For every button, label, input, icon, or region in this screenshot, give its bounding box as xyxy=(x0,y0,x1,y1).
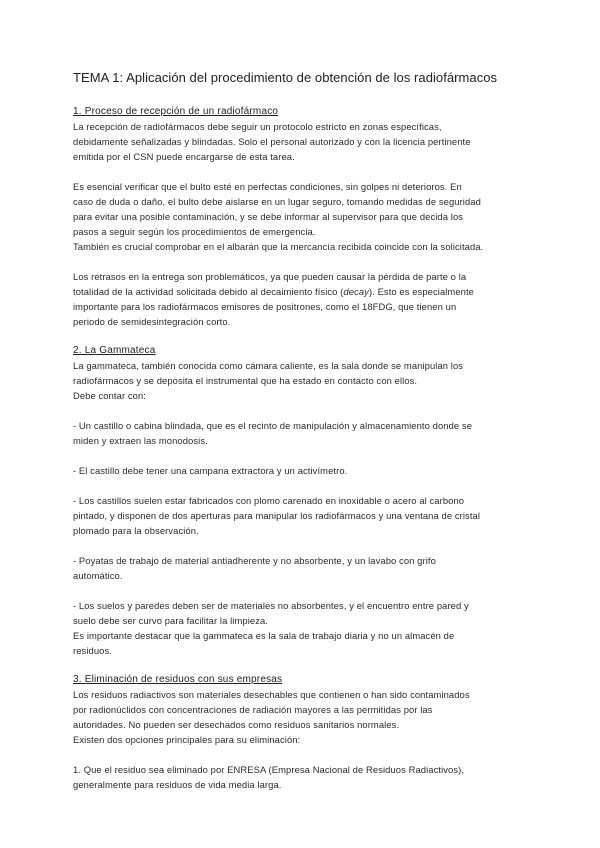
document-title: TEMA 1: Aplicación del procedimiento de obtención de los radiofármacos xyxy=(73,70,498,85)
text-line: 1. Que el residuo sea eliminado por ENRESA (Empresa Nacional de Residuos Radiactivos), xyxy=(73,764,465,775)
text-line: - El castillo debe tener una campana extractora y un activímetro. xyxy=(73,465,348,476)
text-line: La gammateca, también conocida como cámara caliente, es la sala donde se manipulan los xyxy=(73,360,464,371)
text-line: Existen dos opciones principales para su eliminación: xyxy=(73,734,301,745)
text-line: Los residuos radiactivos son materiales desechables que contienen o han sido contaminados xyxy=(73,689,470,700)
text-line: emitida por el CSN puede encargarse de esta tarea. xyxy=(73,151,295,162)
text-line: - Un castillo o cabina blindada, que es el recinto de manipulación y almacenamiento donde se xyxy=(73,420,473,431)
text-line: - Poyatas de trabajo de material antiadherente y no absorbente, y un lavabo con grifo xyxy=(73,555,436,566)
text-line: Los retrasos en la entrega son problemáticos, ya que pueden causar la pérdida de parte o la xyxy=(73,271,467,282)
text-line: miden y extraen las monodosis. xyxy=(73,435,208,446)
text-line: autoridades. No pueden ser desechados como residuos sanitarios normales. xyxy=(73,719,400,730)
text-line: debidamente señalizadas y blindadas. Solo el personal autorizado y con la licencia pertinente xyxy=(73,136,471,147)
text-line: Es esencial verificar que el bulto esté en perfectas condiciones, sin golpes ni deterioros. En xyxy=(73,181,462,192)
bullet-item xyxy=(73,418,533,448)
bullet-item xyxy=(73,598,533,658)
text-line: periodo de semidesintegración corto. xyxy=(73,316,231,327)
text-line: suelo debe ser curvo para facilitar la limpieza. xyxy=(73,615,268,626)
text-line: caso de duda o daño, el bulto debe aislarse en un lugar seguro, tomando medidas de seguridad xyxy=(73,196,481,207)
text-line: residuos. xyxy=(73,645,112,656)
text-line: pintado, y disponen de dos aperturas para manipular los radiofármacos y una ventana de cristal xyxy=(73,510,481,521)
bullet-item xyxy=(73,493,533,538)
text-line: También es crucial comprobar en el albarán que la mercancía recibida coincide con la solicitada. xyxy=(73,241,484,252)
text-line: Es importante destacar que la gammateca es la sala de trabajo diaria y no un almacén de xyxy=(73,630,455,641)
paragraph xyxy=(73,687,533,747)
text-line: por radionúclidos con concentraciones de radiación mayores a las permitidas por las xyxy=(73,704,433,715)
text-line: La recepción de radiofármacos debe seguir un protocolo estricto en zonas específicas, xyxy=(73,121,442,132)
text-line: Debe contar con: xyxy=(73,390,146,401)
section-heading-waste: 3. Eliminación de residuos con sus empresas xyxy=(73,674,283,685)
paragraph xyxy=(73,179,533,254)
text-line: automático. xyxy=(73,570,123,581)
section-heading-reception: 1. Proceso de recepción de un radiofármaco xyxy=(73,106,279,117)
paragraph xyxy=(73,119,533,164)
text-line: - Los suelos y paredes deben ser de materiales no absorbentes, y el encuentro entre pared y xyxy=(73,600,469,611)
text-line: generalmente para residuos de vida media larga. xyxy=(73,779,282,790)
text-line: radiofármacos y se deposita el instrumental que ha estado en contacto con ellos. xyxy=(73,375,418,386)
paragraph xyxy=(73,358,533,403)
paragraph xyxy=(73,269,533,329)
paragraph xyxy=(73,762,533,792)
bullet-item xyxy=(73,463,533,478)
document-page xyxy=(73,68,533,792)
text-line: plomado para la observación. xyxy=(73,525,199,536)
text-line: importante para los radiofármacos emisores de positrones, como el 18FDG, que tienen un xyxy=(73,301,457,312)
text-line: - Los castillos suelen estar fabricados con plomo carenado en inoxidable o acero al carbono xyxy=(73,495,465,506)
text-line: pasos a seguir según los procedimientos de emergencia. xyxy=(73,226,316,237)
bullet-item xyxy=(73,553,533,583)
section-heading-gammateca: 2. La Gammateca xyxy=(73,345,156,356)
text-line: para evitar una posible contaminación, y se debe informar al supervisor para que decida los xyxy=(73,211,464,222)
text-line: totalidad de la actividad solicitada debido al decaimiento físico (decay). Esto es especialmente xyxy=(73,286,474,297)
